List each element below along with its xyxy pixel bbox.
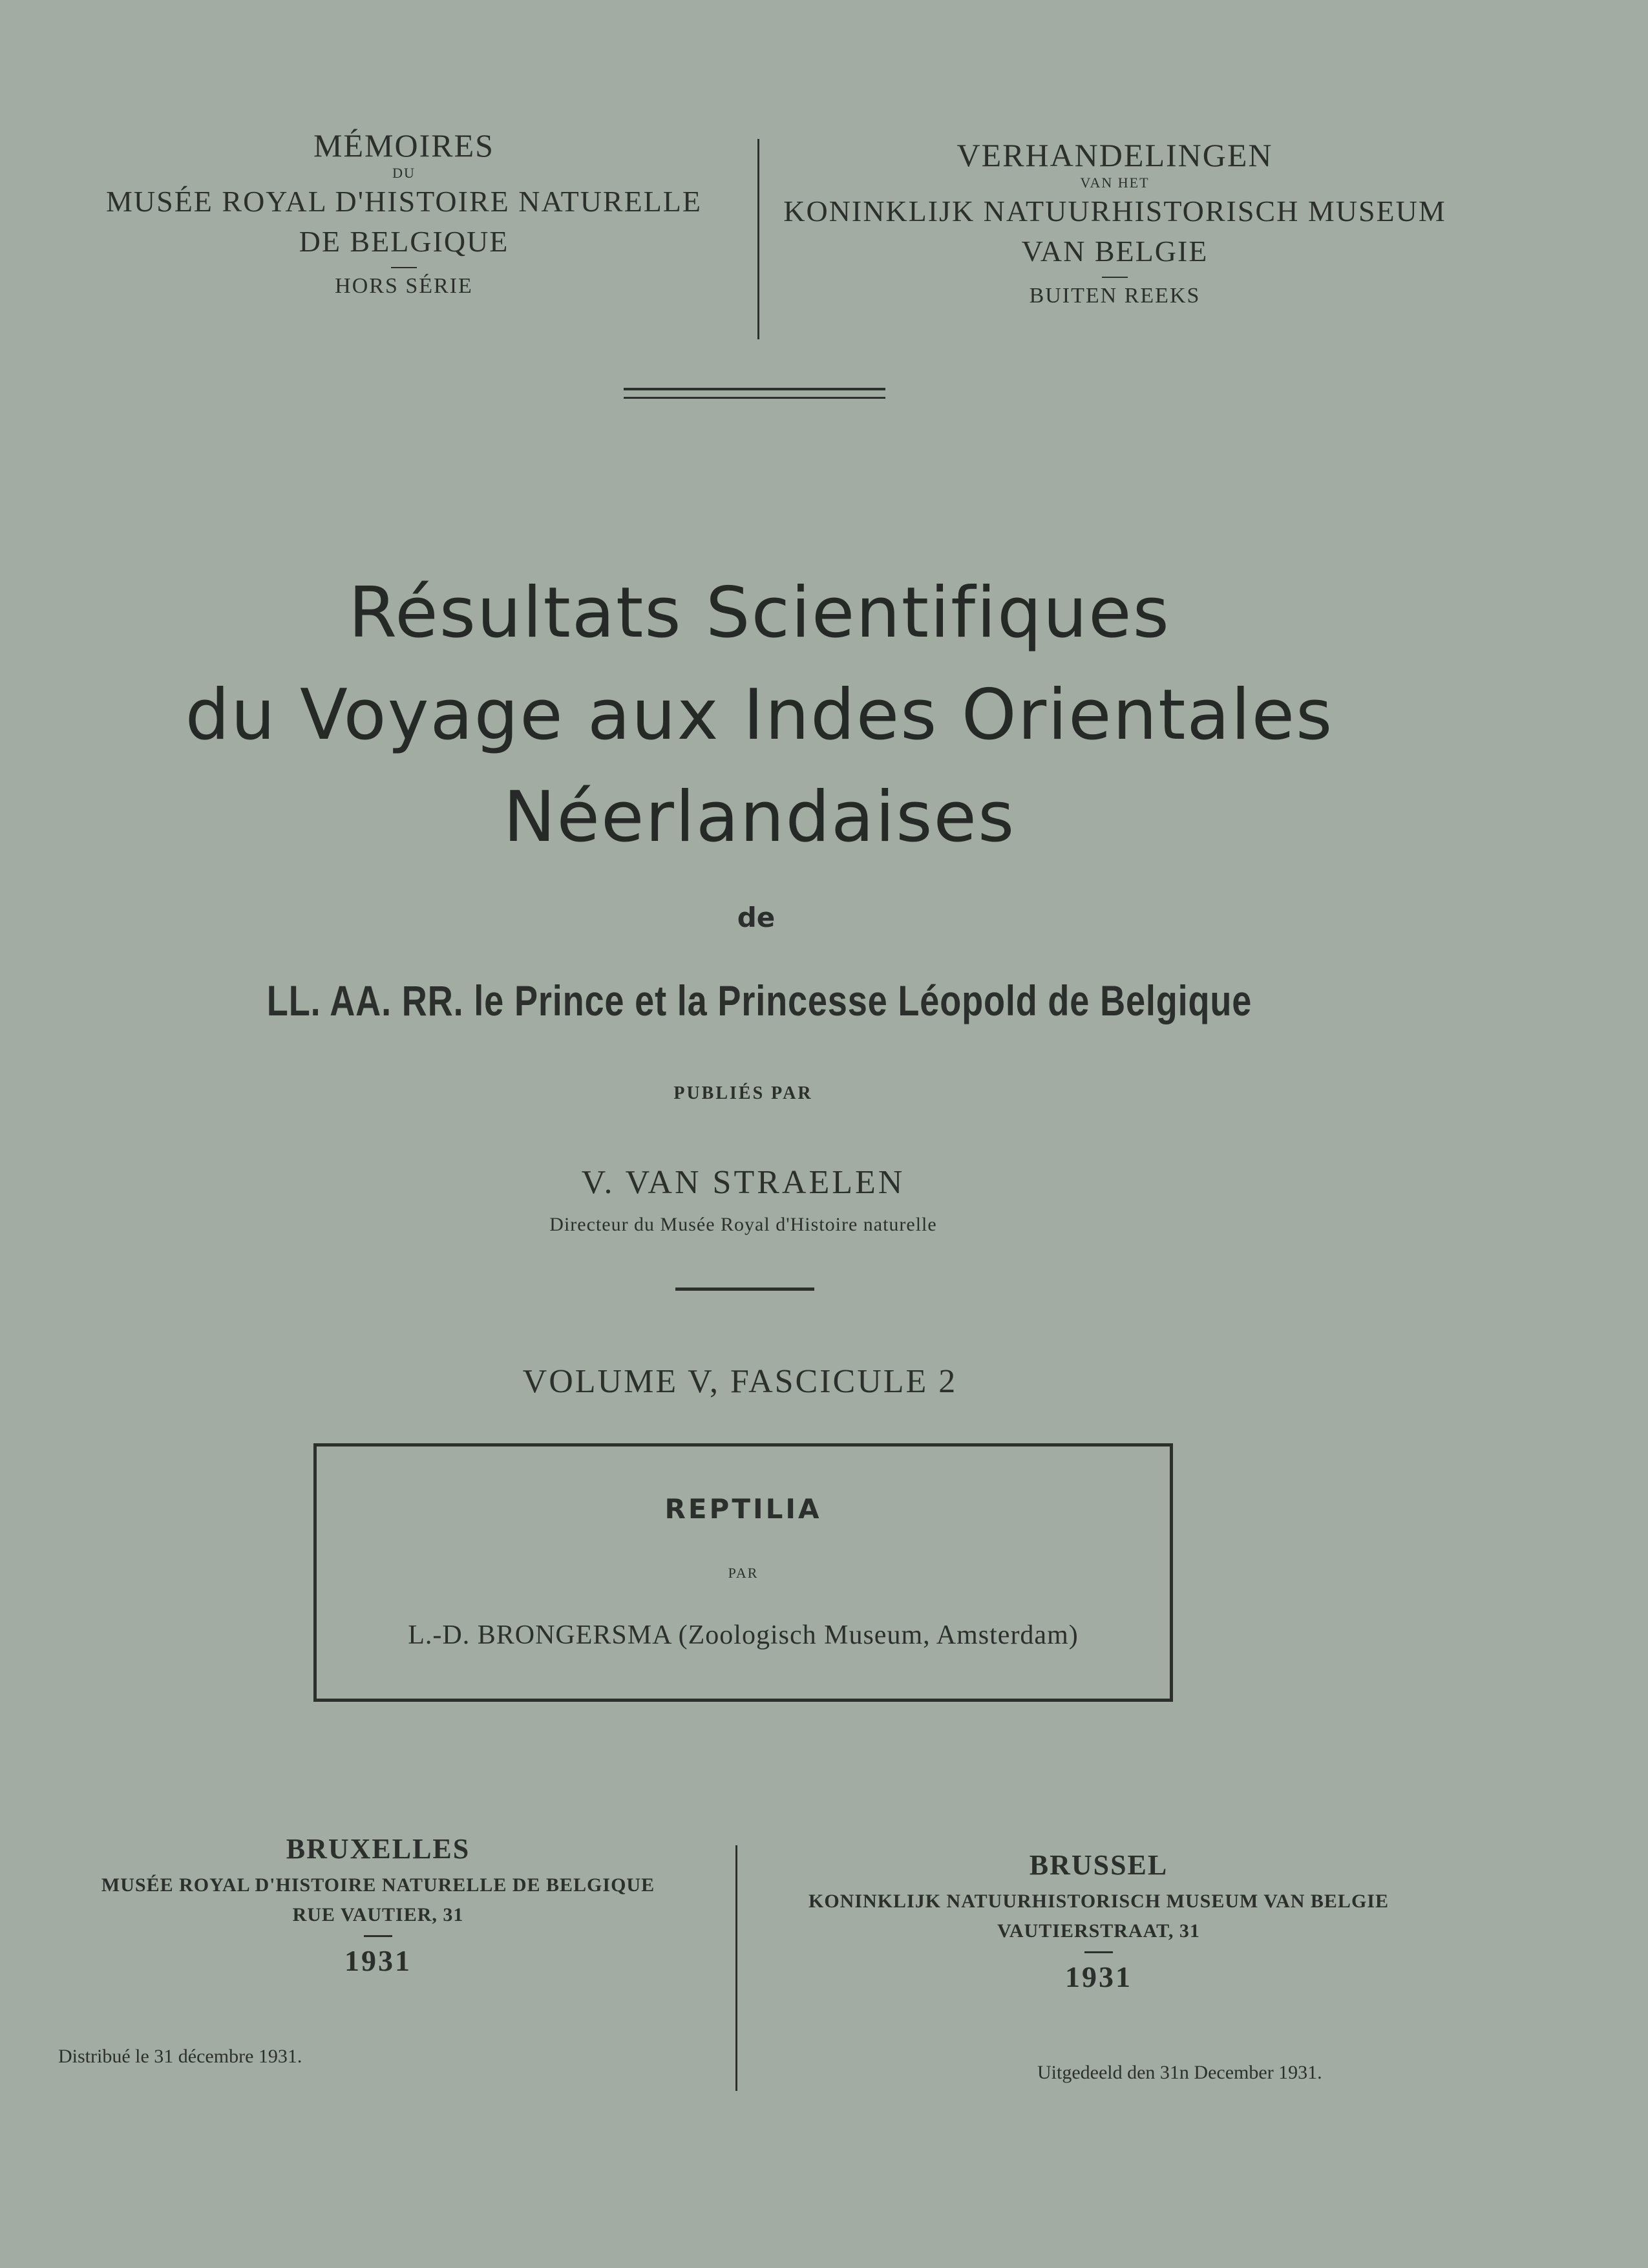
footer-divider	[735, 1845, 737, 2091]
header-left-du: DU	[392, 165, 416, 181]
header-left-title: MÉMOIRES	[313, 127, 494, 164]
footer-left-dash	[364, 1935, 392, 1937]
footer-right-dash	[1084, 1951, 1113, 1953]
title-line-1: Résultats Scientifiques	[348, 573, 1170, 653]
title-line-3: Néerlandaises	[503, 777, 1016, 858]
header-right-institution: KONINKLIJK NATUURHISTORISCH MUSEUM	[783, 195, 1446, 228]
footer-left	[39, 1832, 717, 1978]
header-right-country: VAN BELGIE	[1021, 235, 1209, 268]
article-box	[313, 1443, 1173, 1702]
footer-left-institution: MUSÉE ROYAL D'HISTOIRE NATURELLE DE BELGIQUE	[101, 1874, 655, 1896]
header-double-rule	[624, 388, 885, 399]
footer-right-address: VAUTIERSTRAAT, 31	[997, 1920, 1200, 1942]
publisher-name: V. VAN STRAELEN	[581, 1164, 905, 1201]
header-right-series: BUITEN REEKS	[1029, 284, 1201, 308]
title-patrons: LL. AA. RR. le Prince et la Princesse Léopold de Belgique	[266, 977, 1252, 1024]
footer-left-distribution: Distribué le 31 décembre 1931.	[58, 2046, 302, 2067]
header-left-series: HORS SÉRIE	[335, 274, 473, 298]
footer-right	[743, 1849, 1454, 1994]
main-title	[65, 562, 1454, 869]
footer-right-city: BRUSSEL	[1029, 1849, 1168, 1881]
header-left	[71, 126, 737, 301]
header-left-country: DE BELGIQUE	[299, 225, 509, 258]
footer-left-address: RUE VAUTIER, 31	[292, 1904, 464, 1925]
footer-right-distribution: Uitgedeeld den 31n December 1931.	[1037, 2062, 1322, 2083]
header-right	[782, 136, 1448, 310]
volume-info: VOLUME V, FASCICULE 2	[522, 1363, 958, 1400]
footer-right-institution: KONINKLIJK NATUURHISTORISCH MUSEUM VAN BELGIE	[808, 1891, 1389, 1912]
footer-left-year: 1931	[344, 1944, 412, 1977]
article-author: L.-D. BRONGERSMA (Zoologisch Museum, Amsterdam)	[408, 1620, 1079, 1650]
header-left-institution: MUSÉE ROYAL D'HISTOIRE NATURELLE	[106, 185, 702, 218]
header-right-title: VERHANDELINGEN	[956, 137, 1273, 173]
footer-left-city: BRUXELLES	[286, 1833, 470, 1865]
title-line-2: du Voyage aux Indes Orientales	[185, 675, 1334, 756]
header-right-dash	[1102, 277, 1128, 278]
article-subject: REPTILIA	[664, 1493, 822, 1525]
footer-right-year: 1931	[1065, 1960, 1132, 1993]
title-de: de	[737, 902, 776, 933]
publisher-role: Directeur du Musée Royal d'Histoire naturelle	[549, 1214, 937, 1235]
header-right-van-het: VAN HET	[1080, 175, 1150, 191]
publisher-label: PUBLIÉS PAR	[673, 1083, 813, 1103]
header-left-dash	[391, 267, 417, 268]
header-divider	[757, 139, 759, 339]
section-rule	[675, 1288, 814, 1291]
article-par: PAR	[728, 1565, 759, 1581]
